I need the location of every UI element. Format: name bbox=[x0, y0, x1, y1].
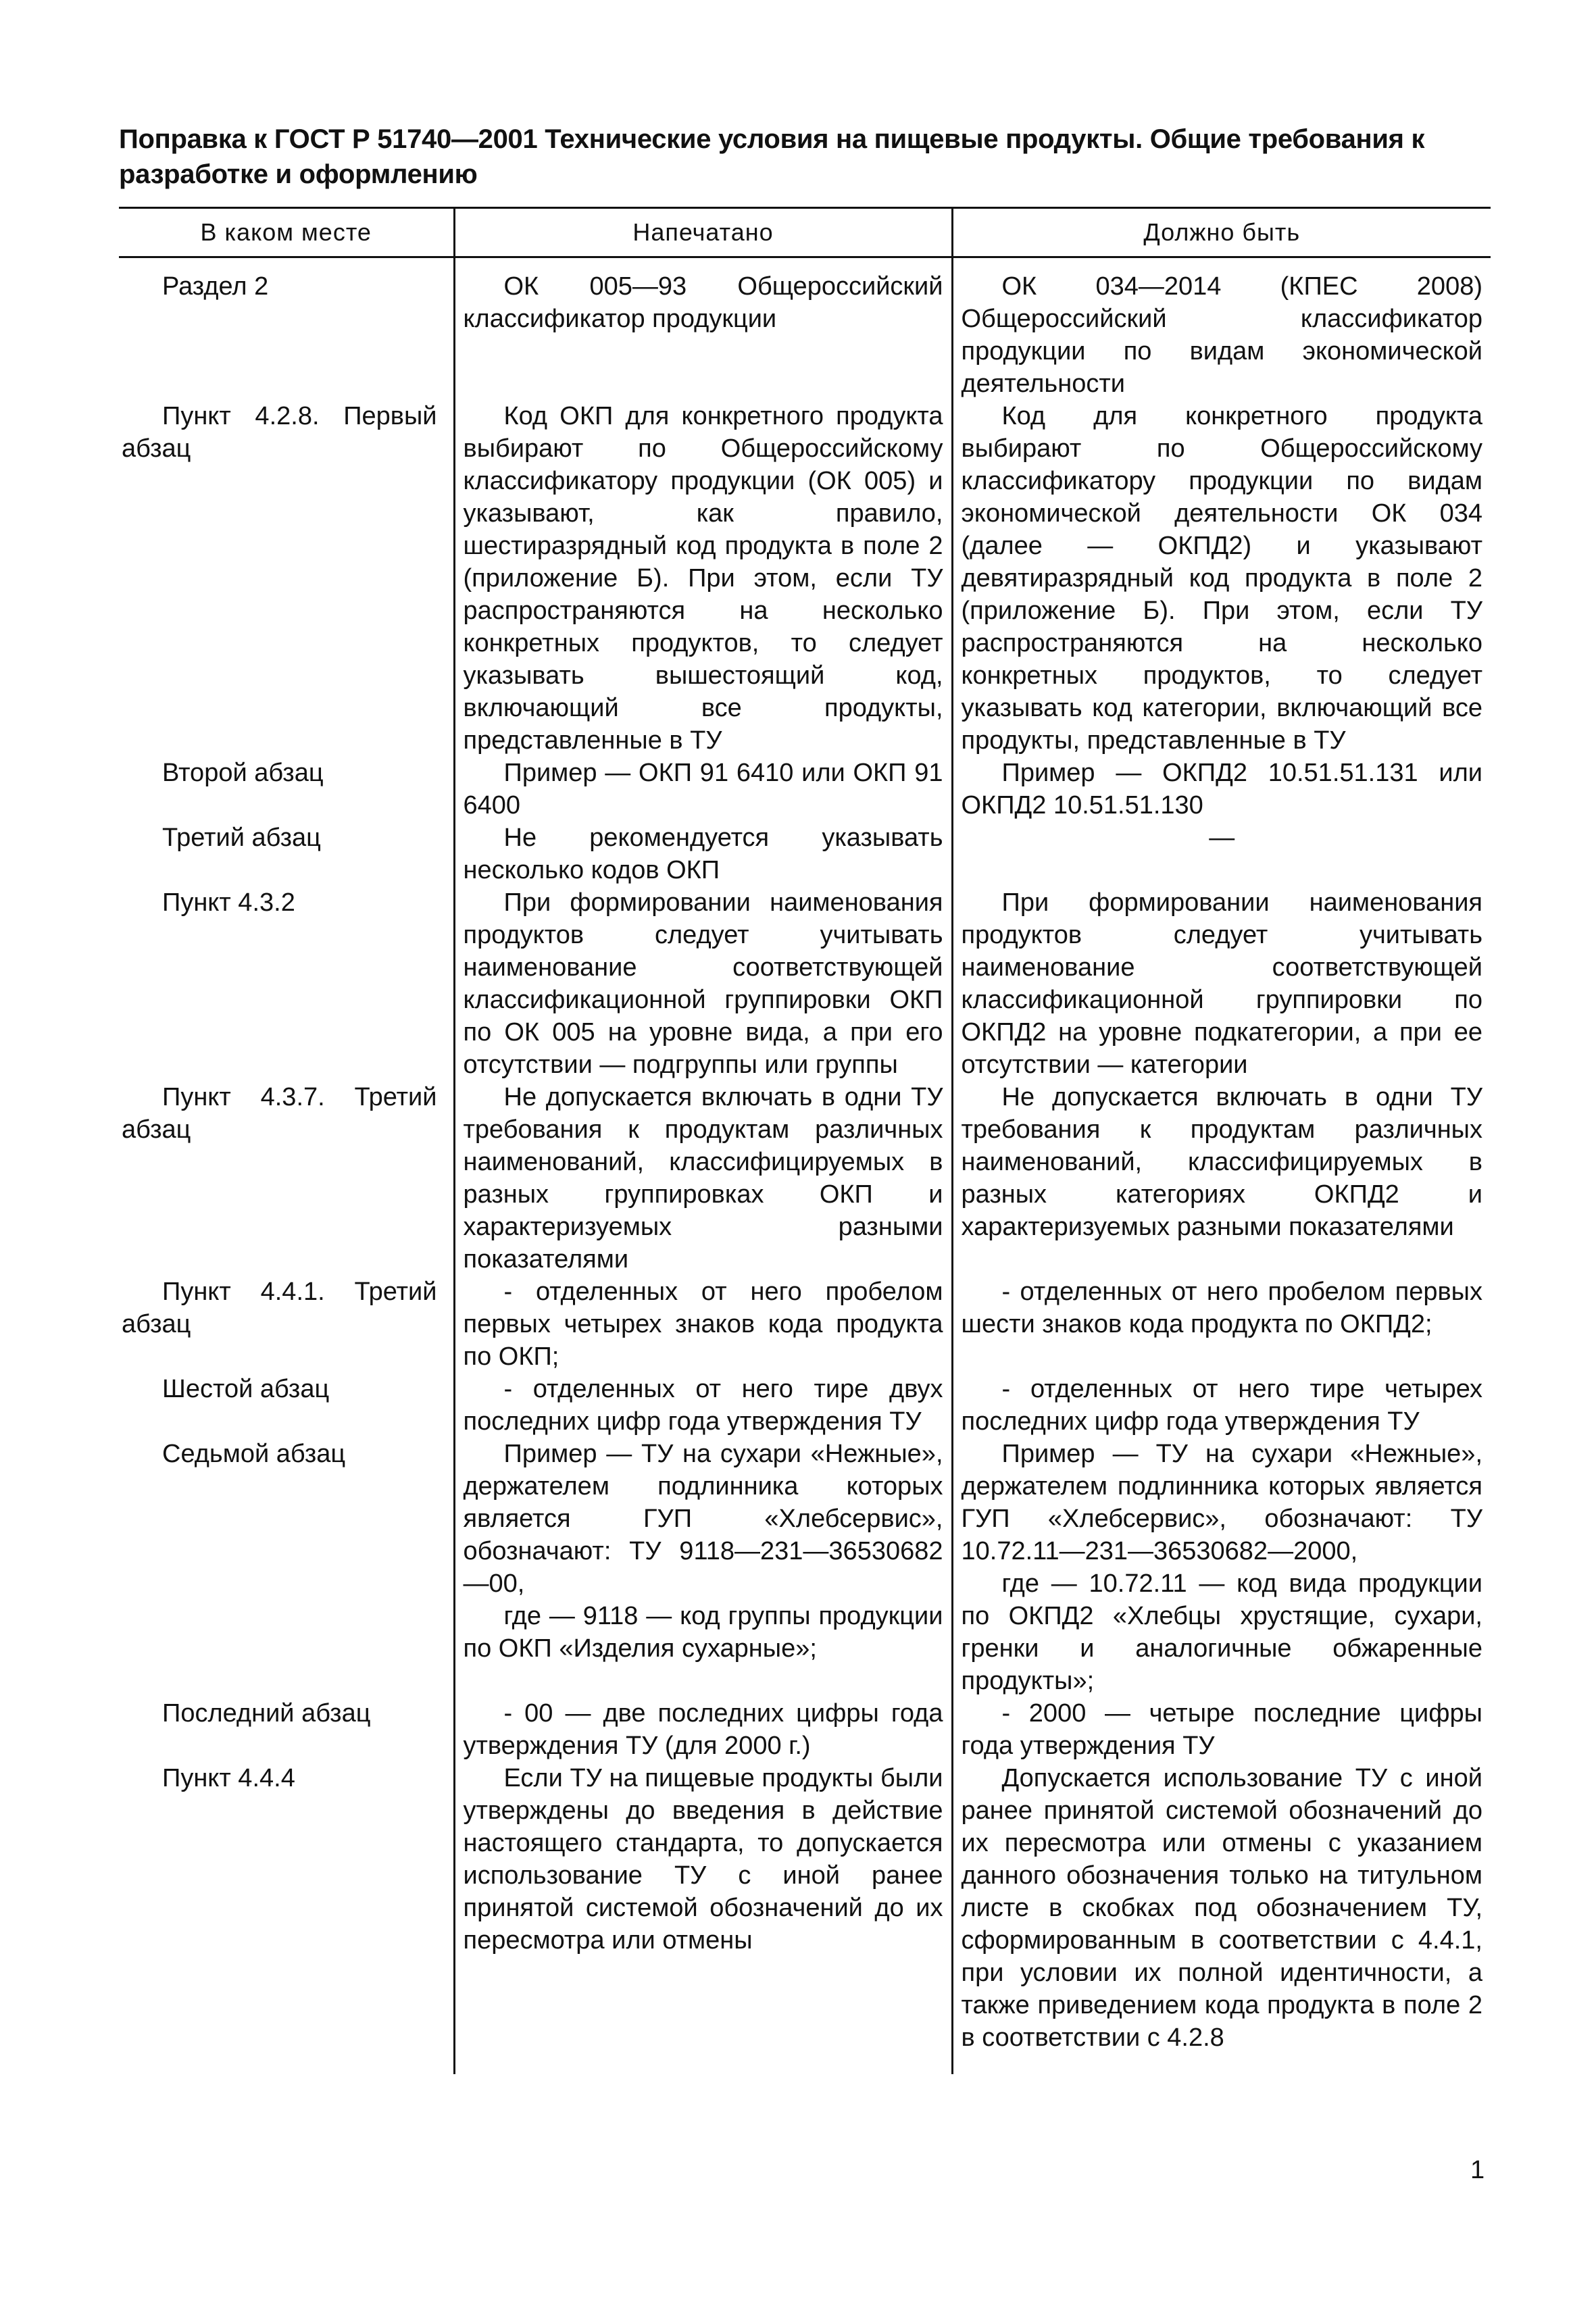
table-row bbox=[119, 1373, 1491, 1438]
row-printed bbox=[454, 1438, 952, 1697]
row-printed: Не допускается включать в одни ТУ требования к продуктам различных наименований, классифицируемых в разных группировках ОКП и характеризуемых разными показателями bbox=[454, 1081, 952, 1276]
row-printed: Пример — ОКП 91 6410 или ОКП 91 6400 bbox=[454, 757, 952, 822]
table-row bbox=[119, 822, 1491, 886]
row-should-be: Код для конкретного продукта выбирают по Общероссийскому классификатору продукции по видам экономической деятельности ОК 034 (далее — ОКПД2) и указывают девятиразрядный код продукта в поле 2 (приложение Б). При этом, если ТУ распространяются на несколько конкретных продуктов, то следует указывать код категории, включающий все продукты, представленные в ТУ bbox=[952, 400, 1491, 757]
row-place: Шестой абзац bbox=[162, 1375, 330, 1403]
table-row bbox=[119, 400, 1491, 757]
row-place: Пункт 4.2.8. Первый абзац bbox=[122, 402, 437, 463]
should-be-paragraph: Пример — ТУ на сухари «Нежные», держателем подлинника которых является ГУП «Хлебсервис», обозначают: ТУ 10.72.11—231—36530682—2000, bbox=[961, 1440, 1482, 1565]
row-place: Третий абзац bbox=[162, 824, 321, 852]
row-place: Второй абзац bbox=[162, 759, 324, 787]
row-should-be bbox=[952, 1438, 1491, 1697]
row-should-be: Не допускается включать в одни ТУ требования к продуктам различных наименований, классифицируемых в разных категориях ОКПД2 и характеризуемых разными показателями bbox=[952, 1081, 1491, 1276]
row-place: Пункт 4.3.2 bbox=[162, 888, 295, 917]
row-printed: Не рекомендуется указывать несколько кодов ОКП bbox=[454, 822, 952, 886]
printed-paragraph: Пример — ТУ на сухари «Нежные», держателем подлинника которых является ГУП «Хлебсервис», обозначают: ТУ 9118—231—36530682—00, bbox=[463, 1440, 943, 1598]
row-should-be: — bbox=[952, 822, 1491, 886]
row-should-be: Допускается использование ТУ с иной ранее принятой системой обозначений до их пересмотра или отмены с указанием данного обозначения только на титульном листе в скобках под обозначением ТУ, сформированным в соответствии с 4.4.1, при условии их полной идентичности, а также приведением кода продукта в поле 2 в соответствии с 4.2.8 bbox=[952, 1762, 1491, 2074]
should-be-paragraph: где — 10.72.11 — код вида продукции по ОКПД2 «Хлебцы хрустящие, сухари, гренки и аналогичные обжаренные продукты»; bbox=[961, 1569, 1482, 1695]
table-row bbox=[119, 1081, 1491, 1276]
row-printed: Код ОКП для конкретного продукта выбирают по Общероссийскому классификатору продукции (ОК 005) и указывают, как правило, шестиразрядный код продукта в поле 2 (приложение Б). При этом, если ТУ распространяются на несколько конкретных продуктов, то следует указывать вышестоящий код, включающий все продукты, представленные в ТУ bbox=[454, 400, 952, 757]
printed-paragraph: где — 9118 — код группы продукции по ОКП «Изделия сухарные»; bbox=[463, 1602, 943, 1663]
page-title: Поправка к ГОСТ Р 51740—2001 Технические условия на пищевые продукты. Общие требования к разработке и оформлению bbox=[119, 124, 1425, 189]
row-should-be: Пример — ОКПД2 10.51.51.131 или ОКПД2 10.51.51.130 bbox=[952, 757, 1491, 822]
row-printed: - отделенных от него тире двух последних цифр года утверждения ТУ bbox=[454, 1373, 952, 1438]
table-row bbox=[119, 1438, 1491, 1697]
table-row bbox=[119, 1762, 1491, 2074]
table-row bbox=[119, 1697, 1491, 1762]
row-printed: - отделенных от него пробелом первых четырех знаков кода продукта по ОКП; bbox=[454, 1276, 952, 1373]
table-row bbox=[119, 1276, 1491, 1373]
row-should-be: - 2000 — четыре последние цифры года утверждения ТУ bbox=[952, 1697, 1491, 1762]
row-place: Пункт 4.4.4 bbox=[162, 1764, 295, 1792]
row-printed: ОК 005—93 Общероссийский классификатор продукции bbox=[454, 257, 952, 401]
table-header-row bbox=[119, 208, 1491, 257]
row-place: Седьмой абзац bbox=[162, 1440, 346, 1468]
row-place: Раздел 2 bbox=[162, 272, 269, 301]
row-printed: При формировании наименования продуктов следует учитывать наименование соответствующей классификационной группировки ОКП по ОК 005 на уровне вида, а при его отсутствии — подгруппы или группы bbox=[454, 886, 952, 1081]
corrections-table bbox=[119, 207, 1491, 2074]
row-place: Пункт 4.3.7. Третий абзац bbox=[122, 1083, 437, 1144]
table-row bbox=[119, 886, 1491, 1081]
table-row bbox=[119, 757, 1491, 822]
column-header-should-be: Должно быть bbox=[952, 208, 1491, 257]
table-row bbox=[119, 257, 1491, 401]
row-should-be: - отделенных от него пробелом первых шести знаков кода продукта по ОКПД2; bbox=[952, 1276, 1491, 1373]
row-place: Последний абзац bbox=[162, 1699, 371, 1728]
row-printed: Если ТУ на пищевые продукты были утверждены до введения в действие настоящего стандарта, то допускается использование ТУ с иной ранее принятой системой обозначений до их пересмотра или отмены bbox=[454, 1762, 952, 2074]
column-header-place: В каком месте bbox=[119, 208, 454, 257]
row-should-be: При формировании наименования продуктов следует учитывать наименование соответствующей классификационной группировки по ОКПД2 на уровне подкатегории, а при ее отсутствии — категории bbox=[952, 886, 1491, 1081]
row-place: Пункт 4.4.1. Третий абзац bbox=[122, 1278, 437, 1338]
row-printed: - 00 — две последних цифры года утверждения ТУ (для 2000 г.) bbox=[454, 1697, 952, 1762]
row-should-be: - отделенных от него тире четырех последних цифр года утверждения ТУ bbox=[952, 1373, 1491, 1438]
row-should-be: ОК 034—2014 (КПЕС 2008) Общероссийский классификатор продукции по видам экономической деятельности bbox=[952, 257, 1491, 401]
column-header-printed: Напечатано bbox=[454, 208, 952, 257]
page-number: 1 bbox=[1470, 2156, 1485, 2184]
